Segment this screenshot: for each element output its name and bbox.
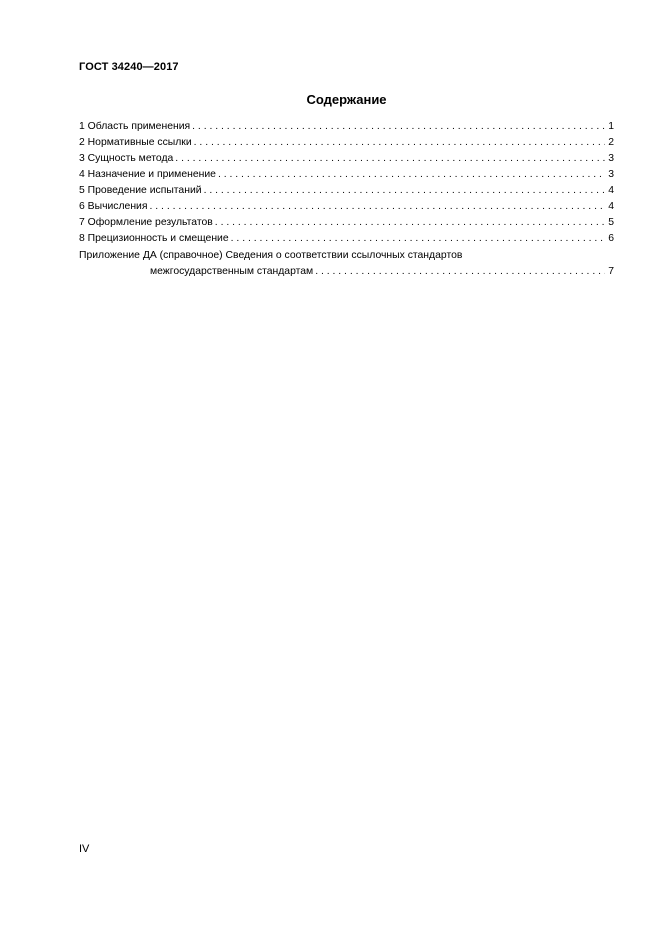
- toc-dot-leader: [194, 135, 605, 151]
- toc-entry-page: 4: [608, 185, 614, 196]
- toc-dot-leader: [175, 151, 605, 167]
- toc-dot-leader: [150, 199, 606, 215]
- toc-entry-page: 4: [608, 201, 614, 212]
- toc-entry-label: 6 Вычисления: [79, 201, 148, 212]
- toc-dot-leader: [315, 264, 605, 280]
- toc-title: Содержание: [306, 92, 387, 107]
- toc-entry-page: 6: [608, 233, 614, 244]
- toc-entry-label: 7 Оформление результатов: [79, 217, 213, 228]
- toc-entry[interactable]: [79, 183, 614, 199]
- toc-entry[interactable]: [79, 215, 614, 231]
- toc-entry-page: 5: [608, 217, 614, 228]
- toc-entry-label: 3 Сущность метода: [79, 153, 174, 164]
- toc-dot-leader: [204, 183, 605, 199]
- toc-dot-leader: [231, 231, 605, 247]
- toc-appendix-label: межгосударственным стандартам: [150, 266, 314, 277]
- toc-entry-page: 3: [608, 153, 614, 164]
- toc-entry-label: 1 Область применения: [79, 121, 191, 132]
- document-header: ГОСТ 34240—2017: [79, 61, 179, 73]
- toc-entry[interactable]: [79, 167, 614, 183]
- table-of-contents: [79, 119, 614, 280]
- toc-entry-label: 4 Назначение и применение: [79, 169, 216, 180]
- toc-entry-page: 3: [608, 169, 614, 180]
- toc-entry[interactable]: [79, 151, 614, 167]
- toc-entry-page: 2: [608, 137, 614, 148]
- toc-appendix-page: 7: [608, 266, 614, 277]
- toc-entry-label: 8 Прецизионность и смещение: [79, 233, 229, 244]
- toc-entry-page: 1: [608, 121, 614, 132]
- toc-entry[interactable]: [79, 119, 614, 135]
- toc-dot-leader: [218, 167, 605, 183]
- toc-entry[interactable]: [79, 199, 614, 215]
- toc-dot-leader: [215, 215, 605, 231]
- page-number: IV: [79, 843, 90, 855]
- toc-entry-label: 2 Нормативные ссылки: [79, 137, 192, 148]
- toc-entry[interactable]: [79, 231, 614, 247]
- toc-dot-leader: [192, 119, 605, 135]
- toc-entry[interactable]: [79, 135, 614, 151]
- toc-entry-label: 5 Проведение испытаний: [79, 185, 202, 196]
- toc-appendix-entry[interactable]: [79, 264, 614, 280]
- toc-appendix-title[interactable]: Приложение ДА (справочное) Сведения о соответствии ссылочных стандартов: [79, 250, 463, 261]
